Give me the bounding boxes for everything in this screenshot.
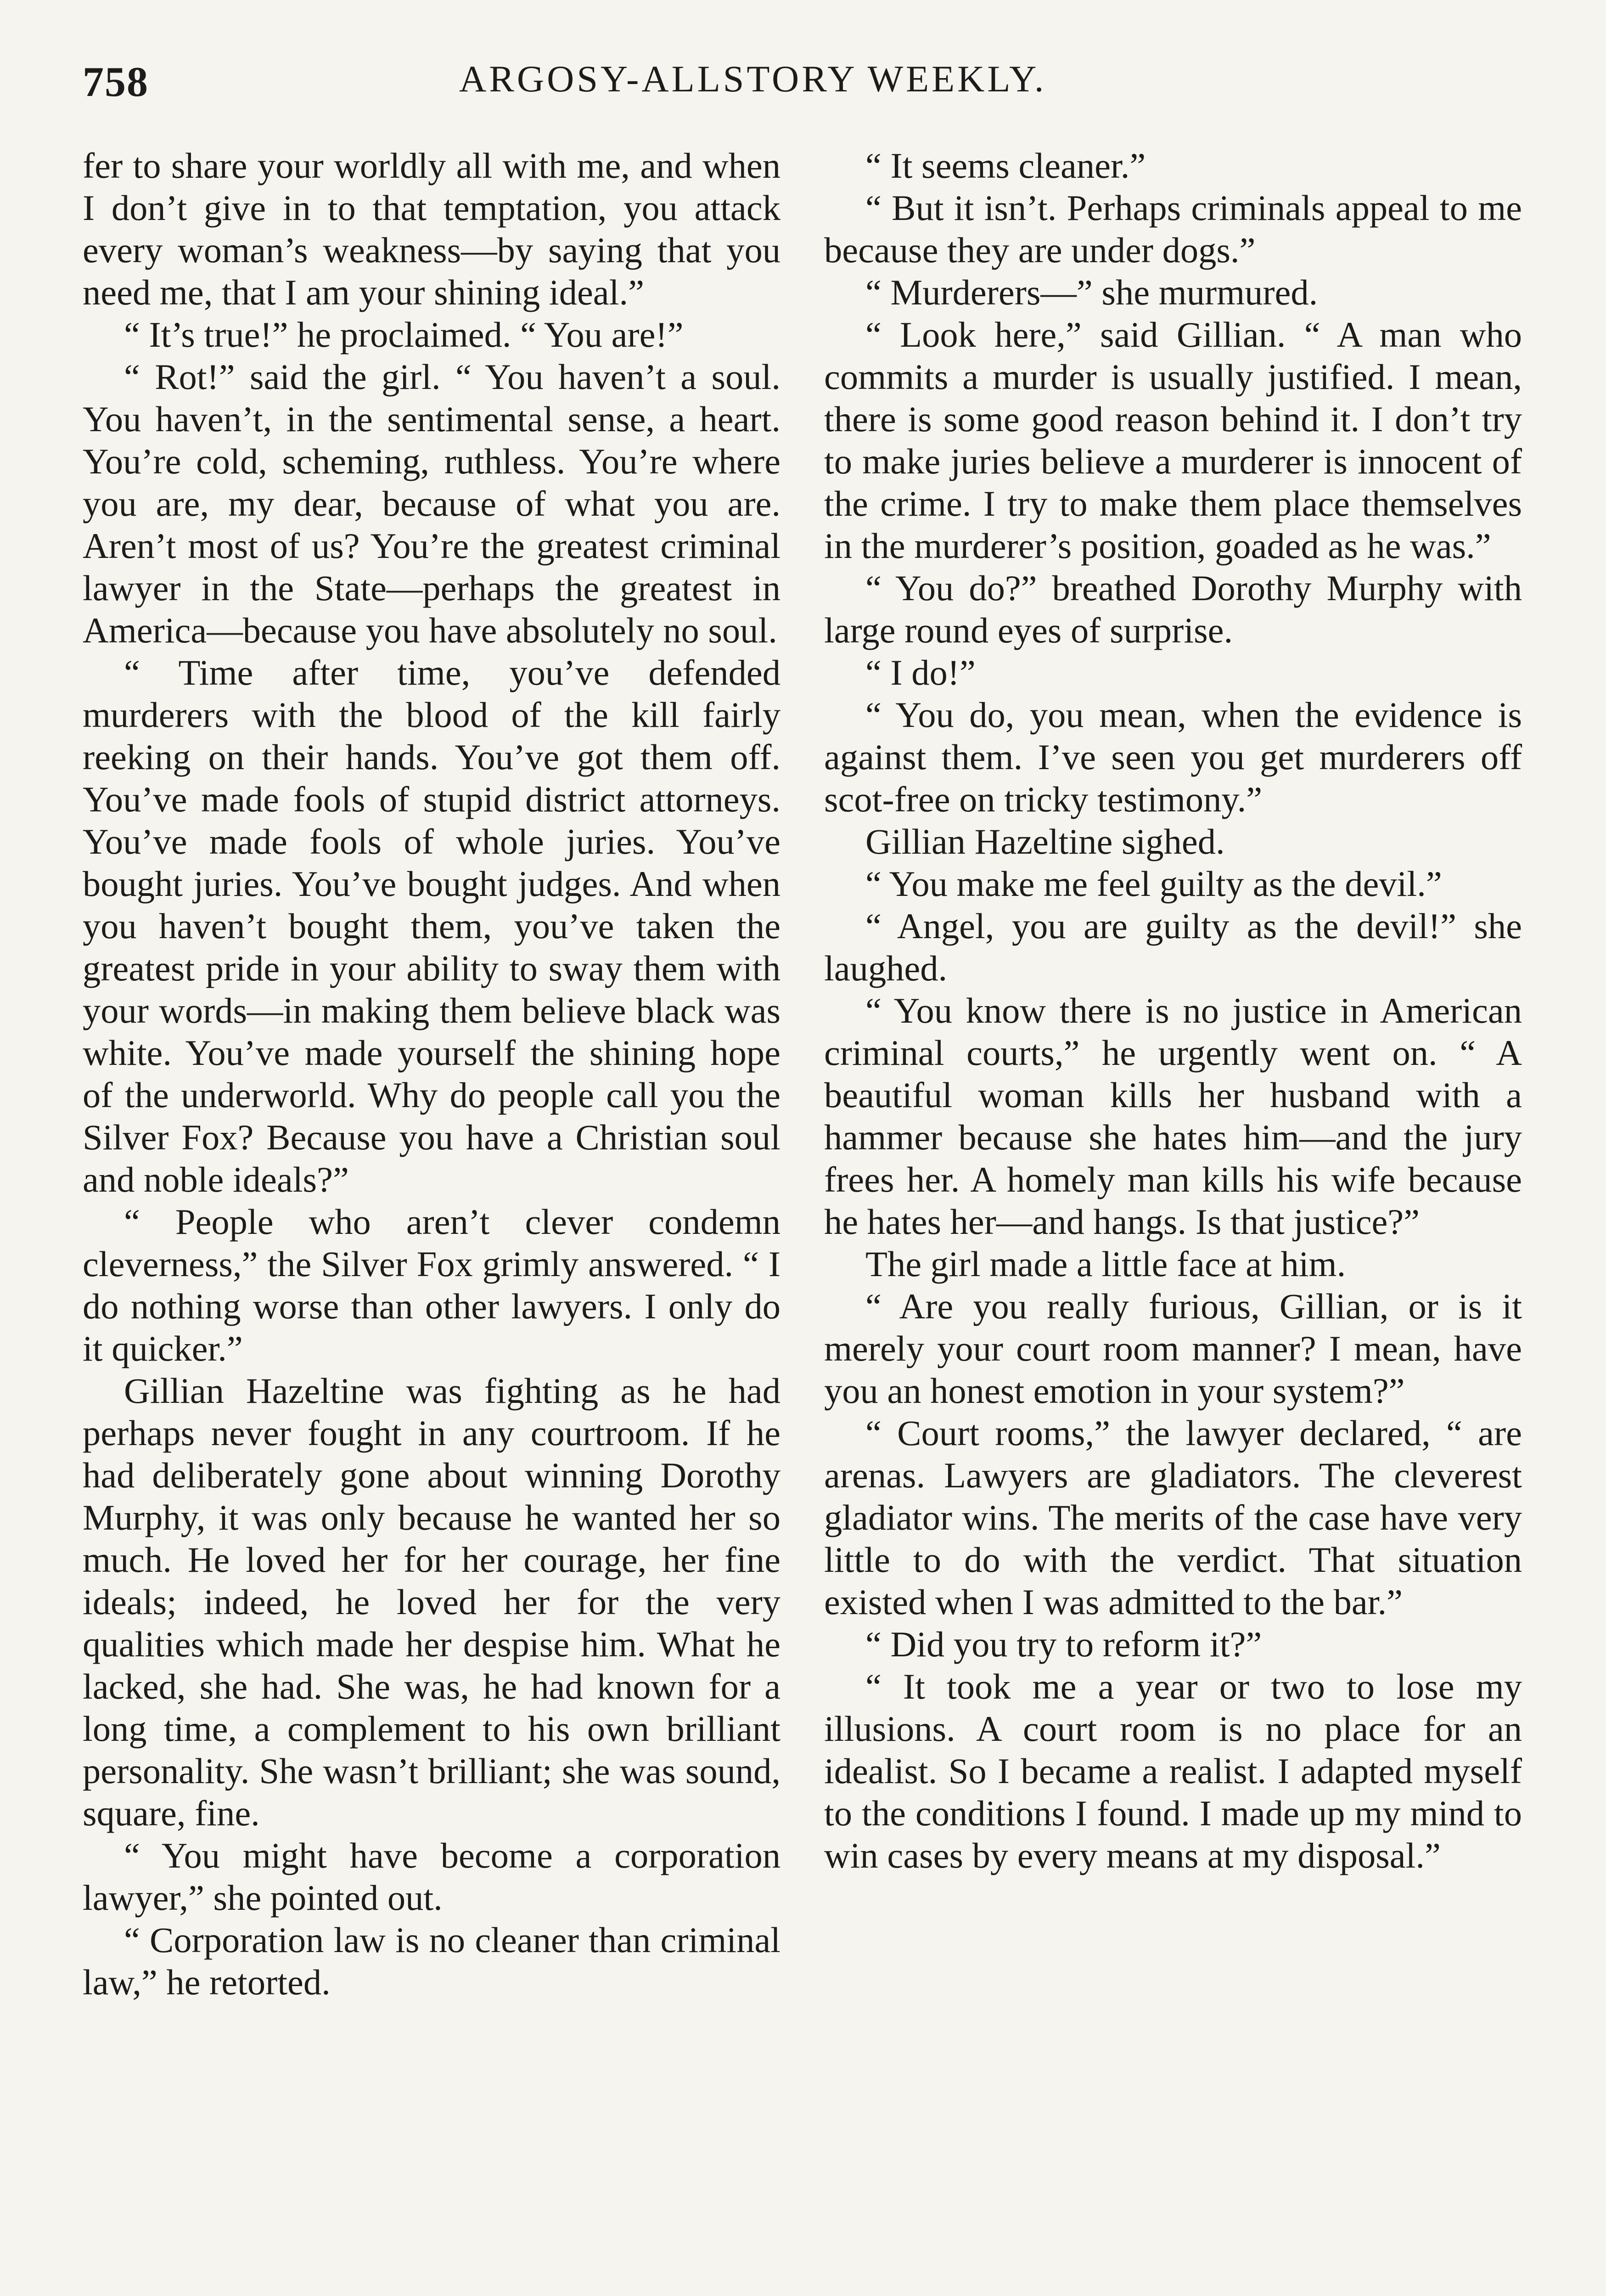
paragraph: “ You do, you mean, when the evidence is against them. I’ve seen you get murderers off scot-free on tricky testimony.” [824,695,1522,819]
paragraph: The girl made a little face at him. [865,1244,1346,1284]
paragraph: “ I do!” [865,653,976,692]
running-head: ARGOSY-ALLSTORY WEEKLY. [459,58,1047,100]
paragraph: “ You know there is no justice in American criminal courts,” he urgently went on. “ A beautiful woman kills her husband with a hammer because she hates him—and the jury frees her. A homely man kills his wife because he hates her—and hangs. Is that justice?” [824,990,1522,1242]
page-number: 758 [83,58,149,105]
page-header [83,57,1520,117]
right-column [824,145,1522,2296]
paragraph: fer to share your worldly all with me, and when I don’t give in to that temptation, you attack every woman’s weakness—by saying that you need me, that I am your shining ideal.” [83,146,781,312]
paragraph: “ It seems cleaner.” [865,146,1146,186]
paragraph: “ Are you really furious, Gillian, or is it merely your court room manner? I mean, have you an honest emotion in your system?” [824,1286,1522,1411]
paragraph: “ Did you try to reform it?” [865,1624,1262,1664]
paragraph: “ Murderers—” she murmured. [865,272,1318,312]
paragraph: “ You make me feel guilty as the devil.” [865,864,1442,904]
paragraph: “ But it isn’t. Perhaps criminals appeal to me because they are under dogs.” [824,188,1522,270]
paragraph: “ Rot!” said the girl. “ You haven’t a soul. You haven’t, in the sentimental sense, a heart. You’re cold, scheming, ruthless. You’re where you are, my dear, because of what you are. Aren’t most of us? You’re the greatest criminal lawyer in the State—perhaps the greatest in America—because you have absolutely no soul. [83,357,781,650]
paragraph: “ You might have become a corporation lawyer,” she pointed out. [83,1835,781,1918]
paragraph: “ You do?” breathed Dorothy Murphy with large round eyes of surprise. [824,568,1522,650]
paragraph: “ People who aren’t clever condemn cleverness,” the Silver Fox grimly answered. “ I do nothing worse than other lawyers. I only do it quicker.” [83,1202,781,1368]
paragraph: “ Time after time, you’ve defended murderers with the blood of the kill fairly reeking on their hands. You’ve got them off. You’ve made fools of stupid district attorneys. You’ve made fools of whole juries. You’ve bought juries. You’ve bought judges. And when you haven’t bought them, you’ve taken the greatest pride in your ability to sway them with your words—in making them believe black was white. You’ve made yourself the shining hope of the underworld. Why do people call you the Silver Fox? Because you have a Christian soul and noble ideals?” [83,653,781,1199]
paragraph: Gillian Hazeltine was fighting as he had perhaps never fought in any courtroom. If he had deliberately gone about winning Dorothy Murphy, it was only because he wanted her so much. He loved her for her courage, her fine ideals; indeed, he loved her for the very qualities which made her despise him. What he lacked, she had. She was, he had known for a long time, a complement to his own brilliant personality. She wasn’t brilliant; she was sound, square, fine. [83,1371,781,1833]
paragraph: “ It’s true!” he proclaimed. “ You are!” [124,315,684,355]
paragraph: “ Court rooms,” the lawyer declared, “ are arenas. Lawyers are gladiators. The cleverest gladiator wins. The merits of the case have very little to do with the verdict. That situation existed when I was admitted to the bar.” [824,1413,1522,1622]
left-column [83,145,781,2296]
paragraph: “ Angel, you are guilty as the devil!” she laughed. [824,906,1522,988]
paragraph: “ Look here,” said Gillian. “ A man who commits a murder is usually justified. I mean, there is some good reason behind it. I don’t try to make juries believe a murderer is innocent of the crime. I try to make them place themselves in the murderer’s position, goaded as he was.” [824,315,1522,566]
paragraph: “ It took me a year or two to lose my illusions. A court room is no place for an idealist. So I became a realist. I adapted myself to the conditions I found. I made up my mind to win cases by every means at my disposal.” [824,1666,1522,1875]
paragraph: “ Corporation law is no cleaner than criminal law,” he retorted. [83,1920,781,2002]
paragraph: Gillian Hazeltine sighed. [865,822,1225,861]
